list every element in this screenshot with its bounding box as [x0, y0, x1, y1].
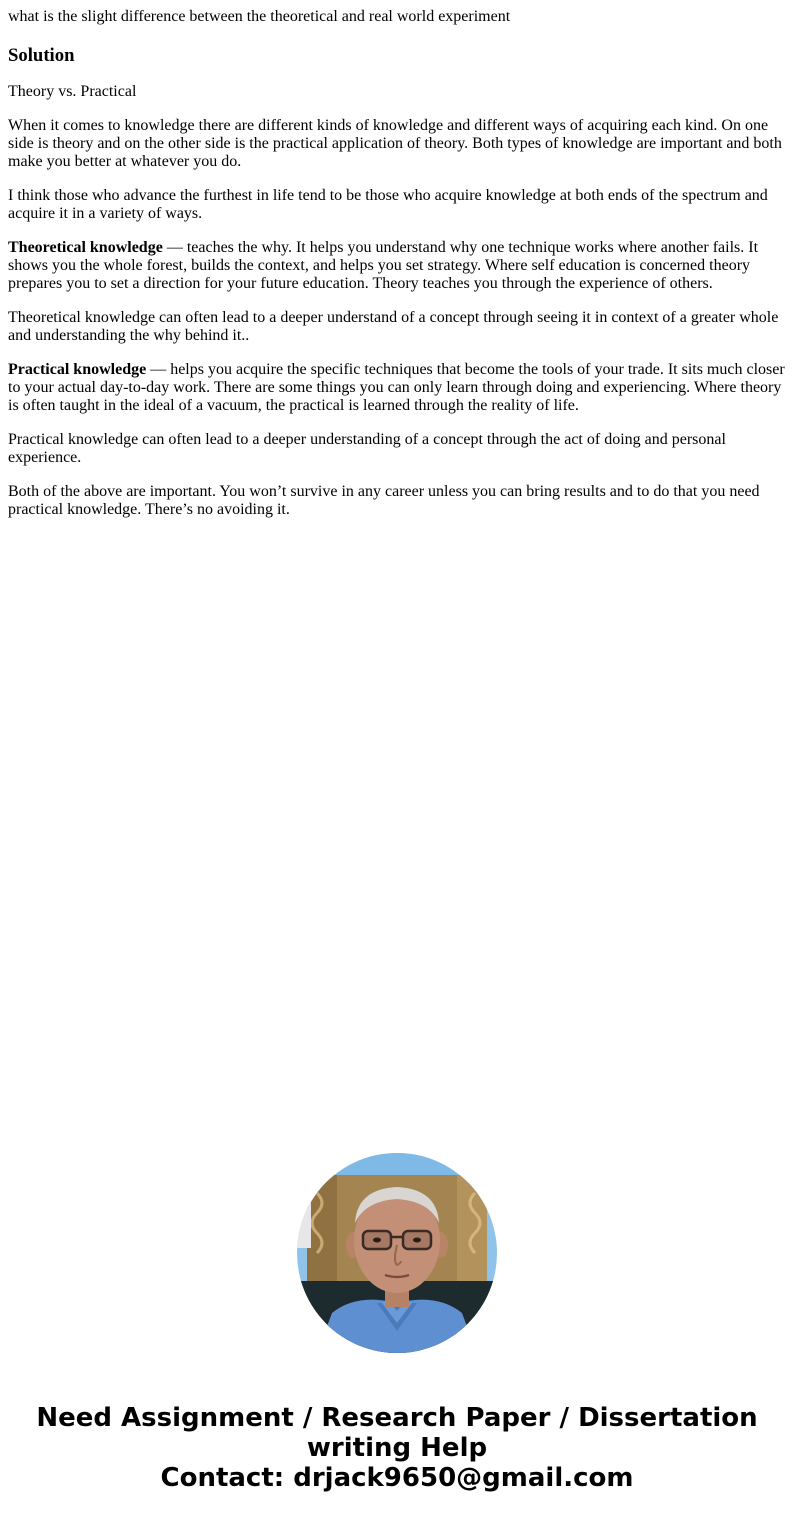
promo-banner: [0, 1403, 794, 1493]
promo-line-1: Need Assignment / Research Paper / Dissertation: [36, 1403, 758, 1433]
paragraph-intro: When it comes to knowledge there are different kinds of knowledge and different ways of acquiring each kind. On one side is theory and on the other side is the practical application of theory. Both types of knowledge are important and both make you better at whatever you do.: [8, 117, 782, 170]
author-photo-illustration: [297, 1153, 497, 1353]
theoretical-knowledge-description: — teaches the why. It helps you understand why one technique works where another fails. It shows you the whole forest, builds the context, and helps you set strategy. Where self education is concerned theory prepares you to set a direction for your future education. Theory teaches you through the experience of others.: [8, 239, 759, 292]
promo-contact: Contact: drjack9650@gmail.com: [160, 1463, 634, 1493]
paragraph-theoretical-knowledge: [8, 239, 786, 293]
paragraph-practical-knowledge: [8, 361, 786, 415]
promo-line-2: writing Help: [306, 1433, 488, 1463]
paragraph-theoretical-deeper: Theoretical knowledge can often lead to a deeper understand of a concept through seeing it in context of a greater whole and understanding the why behind it..: [8, 309, 779, 344]
theoretical-knowledge-term: Theoretical knowledge: [8, 239, 163, 256]
practical-knowledge-term: Practical knowledge: [8, 361, 147, 378]
paragraph-theory-vs-practical: Theory vs. Practical: [8, 83, 137, 100]
question-text: what is the slight difference between the theoretical and real world experiment: [8, 8, 511, 25]
article-content: [8, 8, 786, 519]
practical-knowledge-description: — helps you acquire the specific techniques that become the tools of your trade. It sits much closer to your actual day-to-day work. There are some things you can only learn through doing and experiencing. Where theory is often taught in the ideal of a vacuum, the practical is learned through the reality of life.: [8, 361, 785, 414]
paragraph-conclusion: Both of the above are important. You won’t survive in any career unless you can bring results and to do that you need practical knowledge. There’s no avoiding it.: [8, 483, 760, 518]
paragraph-practical-deeper: Practical knowledge can often lead to a deeper understanding of a concept through the act of doing and personal experience.: [8, 431, 726, 466]
solution-heading: Solution: [8, 45, 75, 66]
author-avatar: [297, 1153, 497, 1353]
paragraph-advance: I think those who advance the furthest in life tend to be those who acquire knowledge at both ends of the spectrum and acquire it in a variety of ways.: [8, 187, 768, 222]
